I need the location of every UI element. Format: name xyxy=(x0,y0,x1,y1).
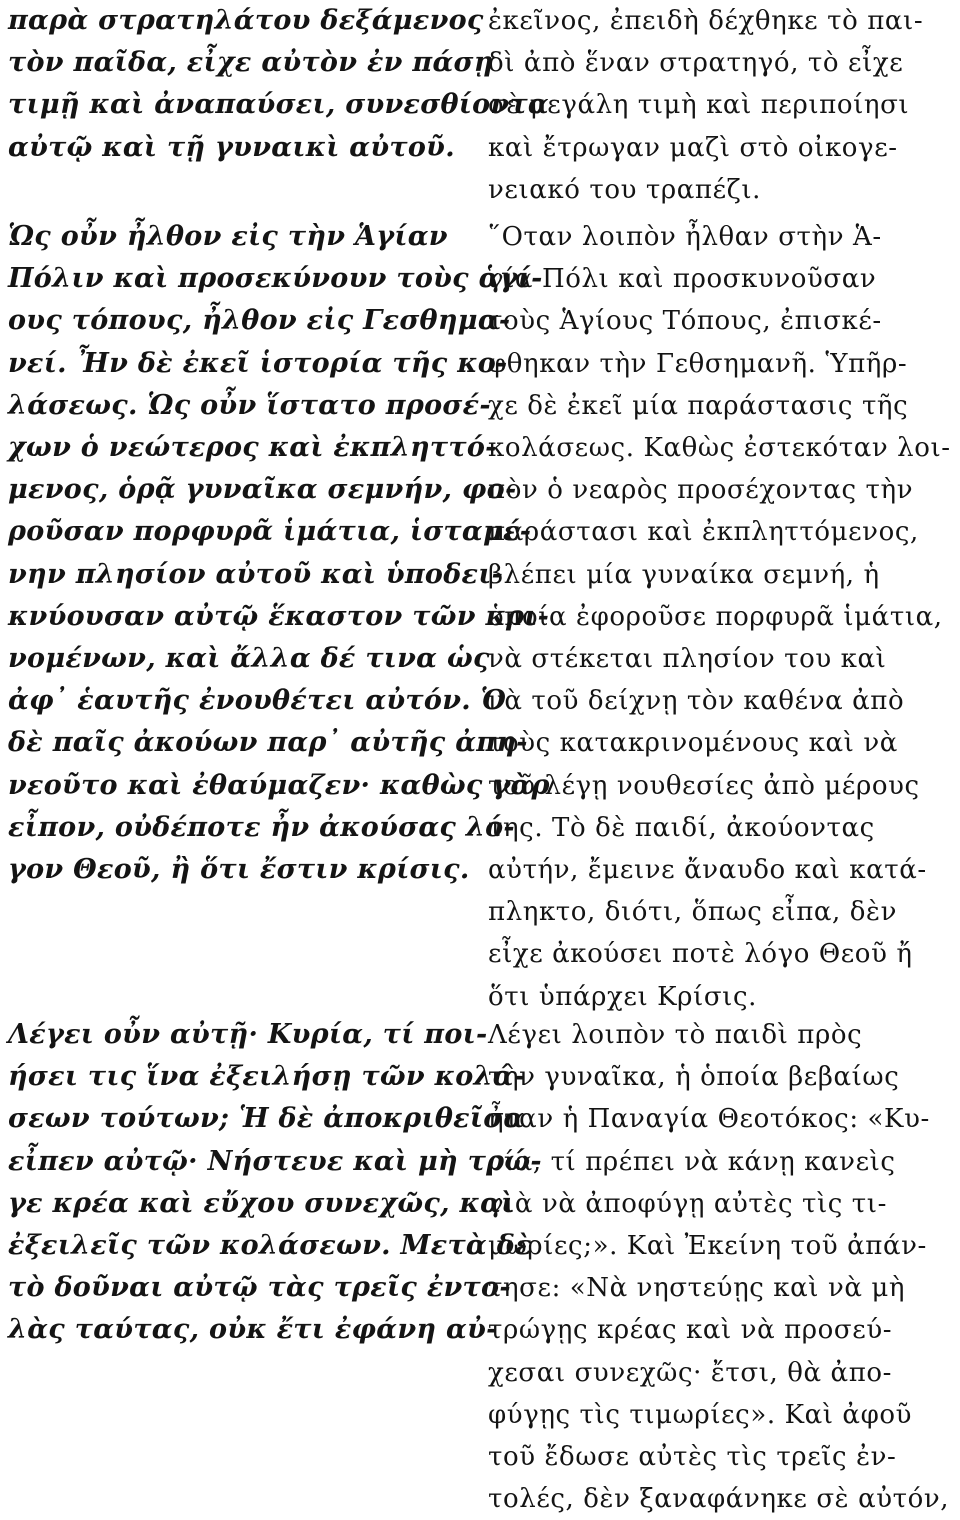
right-paragraph-2: ῞Οταν λοιπὸν ἦλθαν στὴν Ἁ- γία Πόλι καὶ προσκυνοῦσαν τοὺς Ἁγίους Τόπους, ἐπισκέ- φθηκαν τὴν Γεθσημανῆ. Ὑπῆρ- χε δὲ ἐκεῖ μία παράστασις τῆς κολάσεως. Καθὼς ἐστεκόταν λοι- πὸν ὁ νεαρὸς προσέχοντας τὴν παράστασι καὶ ἐκπληττόμενος, βλέπει μία γυναίκα σεμνή, ἡ ὁποία ἐφοροῦσε πορφυρᾶ ἱμάτια, νὰ στέκεται πλησίον του καὶ νὰ τοῦ δείχνῃ τὸν καθένα ἀπὸ τοὺς κατακρινομένους καὶ νὰ τοῦ λέγῃ νουθεσίες ἀπὸ μέρους της. Τὸ δὲ παιδί, ἀκούοντας αὐτήν, ἔμεινε ἄναυδο καὶ κατά- πληκτο, διότι, ὅπως εἶπα, δὲν εἶχε ἀκούσει ποτὲ λόγο Θεοῦ ἤ ὅτι ὑπάρχει Κρίσις. xyxy=(488,222,951,1012)
left-paragraph-1: παρὰ στρατηλάτου δεξάμενος τὸν παῖδα, εἶχε αὐτὸν ἐν πάσῃ τιμῇ καὶ ἀναπαύσει, συνεσθίοντα αὐτῷ καὶ τῇ γυναικὶ αὐτοῦ. xyxy=(8,5,550,163)
right-paragraph-3: Λέγει λοιπὸν τὸ παιδὶ πρὸς τὴν γυναῖκα, ἡ ὁποία βεβαίως ἦταν ἡ Παναγία Θεοτόκος: «Κυ- ρία, τί πρέπει νὰ κάνῃ κανεὶς γιὰ νὰ ἀποφύγῃ αὐτὲς τὶς τι- μωρίες;». Καὶ Ἐκείνη τοῦ ἀπάν- τησε: «Νὰ νηστεύῃς καὶ νὰ μὴ τρώγῃς κρέας καὶ νὰ προσεύ- χεσαι συνεχῶς· ἔτσι, θὰ ἀπο- φύγῃς τὶς τιμωρίες». Καὶ ἀφοῦ τοῦ ἔδωσε αὐτὲς τὶς τρεῖς ἐν- τολές, δὲν ξαναφάνηκε σὲ αὐτόν, xyxy=(488,1020,950,1515)
left-paragraph-3: Λέγει οὖν αὐτῇ· Κυρία, τί ποι- ήσει τις ἵνα ἐξειλήσῃ τῶν κολά- σεων τούτων; Ἡ δὲ ἀποκριθεῖσα εἶπεν αὐτῷ· Νήστευε καὶ μὴ τρώ- γε κρέα καὶ εὔχου συνεχῶς, καὶ ἐξειλεῖς τῶν κολάσεων. Μετὰ δὲ τὸ δοῦναι αὐτῷ τὰς τρεῖς ἐντο- λὰς ταύτας, οὐκ ἔτι ἐφάνη αὐ- xyxy=(8,1019,542,1346)
left-paragraph-2: Ὡς οὖν ἦλθον εἰς τὴν Ἁγίαν Πόλιν καὶ προσεκύνουν τοὺς ἁγί- ους τόπους, ἦλθον εἰς Γεσθημα- νεί. Ἦν δὲ ἐκεῖ ἱστορία τῆς κο- λάσεως. Ὡς οὖν ἵστατο προσέ- χων ὁ νεώτερος καὶ ἐκπληττό- μενος, ὁρᾷ γυναῖκα σεμνήν, φο- ροῦσαν πορφυρᾶ ἱμάτια, ἱσταμέ- νην πλησίον αὐτοῦ καὶ ὑποδει- κνύουσαν αὐτῷ ἕκαστον τῶν κρι- νομένων, καὶ ἄλλα δέ τινα ὡς ἀφ᾽ ἑαυτῆς ἐνουθέτει αὐτόν. Ὁ δὲ παῖς ἀκούων παρ᾽ αὐτῆς ἀπη- νεοῦτο καὶ ἐθαύμαζεν· καθὼς γὰρ εἶπον, οὐδέποτε ἦν ἀκούσας λό- γον Θεοῦ, ἢ ὅτι ἔστιν κρίσις. xyxy=(8,221,550,886)
right-paragraph-1: ἐκεῖνος, ἐπειδὴ δέχθηκε τὸ παι- δὶ ἀπὸ ἕναν στρατηγό, τὸ εἶχε σὲ μεγάλη τιμὴ καὶ περιποίησι καὶ ἔτρωγαν μαζὶ στὸ οἰκογε- νειακό του τραπέζι. xyxy=(488,6,924,205)
